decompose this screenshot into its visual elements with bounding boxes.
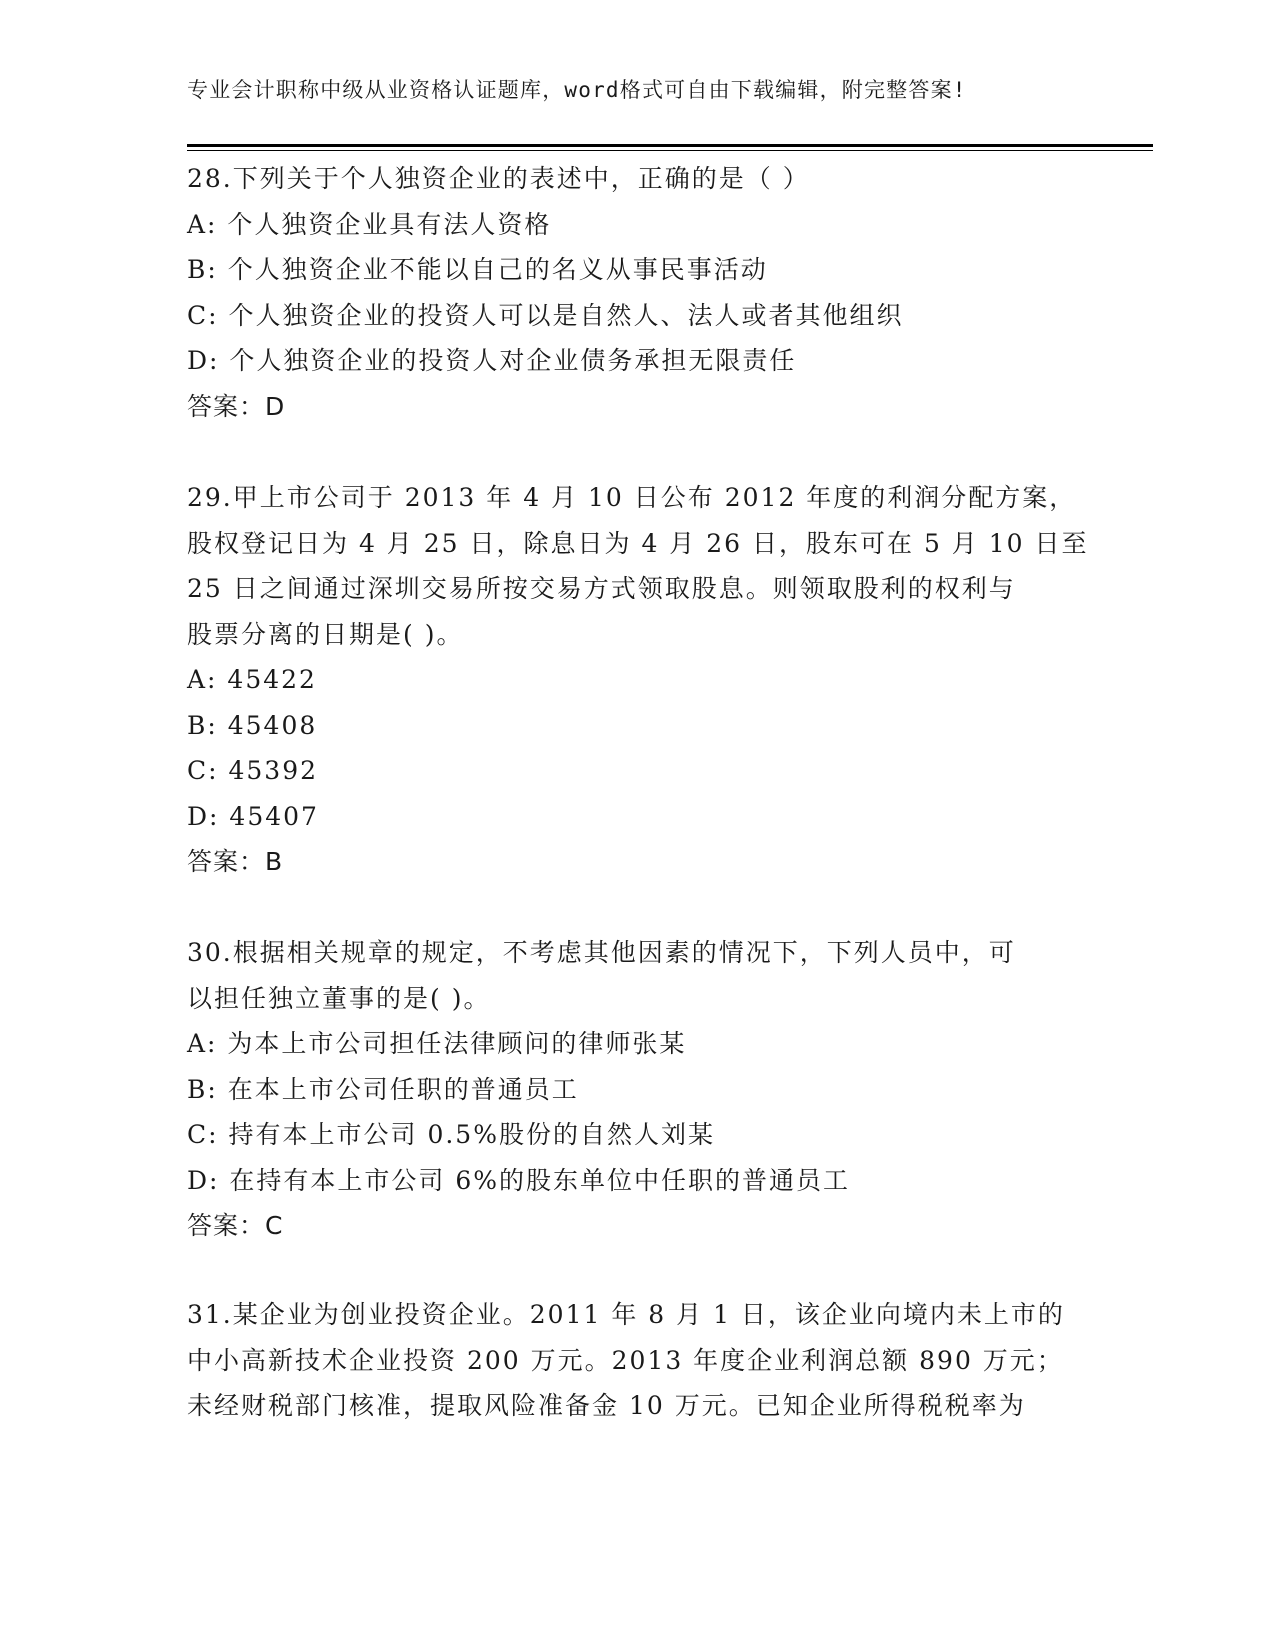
- question-stem: 28.下列关于个人独资企业的表述中，正确的是（ ）: [187, 164, 810, 193]
- header-rule-thick: [187, 144, 1153, 147]
- option-b: B: 在本上市公司任职的普通员工: [187, 1074, 579, 1104]
- option-a: A: 为本上市公司担任法律顾问的律师张某: [187, 1029, 687, 1058]
- option-d: D: 45407: [187, 801, 319, 831]
- question-stem: 以担任独立董事的是( )。: [187, 983, 491, 1013]
- option-d: D: 个人独资企业的投资人对企业债务承担无限责任: [187, 346, 797, 375]
- option-b: B: 个人独资企业不能以自己的名义从事民事活动: [187, 255, 768, 284]
- answer: 答案：B: [187, 847, 284, 876]
- option-b: B: 45408: [187, 710, 318, 740]
- answer: 答案：D: [187, 391, 286, 421]
- option-a: A: 个人独资企业具有法人资格: [187, 209, 552, 239]
- option-a: A: 45422: [187, 665, 317, 694]
- question-stem: 31.某企业为创业投资企业。2011 年 8 月 1 日，该企业向境内未上市的: [187, 1300, 1065, 1329]
- question-stem: 股权登记日为 4 月 25 日，除息日为 4 月 26 日，股东可在 5 月 10 日至: [187, 528, 1089, 558]
- question-31: [187, 1292, 1087, 1429]
- option-d: D: 在持有本上市公司 6%的股东单位中任职的普通员工: [187, 1165, 851, 1195]
- option-c: C: 45392: [187, 756, 319, 785]
- question-30: [187, 930, 1087, 1249]
- question-stem: 29.甲上市公司于 2013 年 4 月 10 日公布 2012 年度的利润分配方案，: [187, 483, 1077, 512]
- question-stem: 中小高新技术企业投资 200 万元。2013 年度企业利润总额 890 万元；: [187, 1345, 1064, 1375]
- question-29: [187, 475, 1087, 885]
- question-stem: 30.根据相关规章的规定，不考虑其他因素的情况下，下列人员中，可: [187, 938, 1016, 967]
- header-rule-thin: [187, 150, 1153, 151]
- page-header: 专业会计职称中级从业资格认证题库，word格式可自由下载编辑，附完整答案!: [187, 78, 967, 102]
- question-stem: 股票分离的日期是( )。: [187, 619, 464, 649]
- question-28: [187, 156, 1087, 429]
- option-c: C: 个人独资企业的投资人可以是自然人、法人或者其他组织: [187, 300, 904, 330]
- question-stem: 25 日之间通过深圳交易所按交易方式领取股息。则领取股利的权利与: [187, 574, 1016, 603]
- question-stem: 未经财税部门核准，提取风险准备金 10 万元。已知企业所得税税率为: [187, 1391, 1026, 1420]
- option-c: C: 持有本上市公司 0.5%股份的自然人刘某: [187, 1120, 715, 1149]
- answer: 答案：C: [187, 1211, 284, 1240]
